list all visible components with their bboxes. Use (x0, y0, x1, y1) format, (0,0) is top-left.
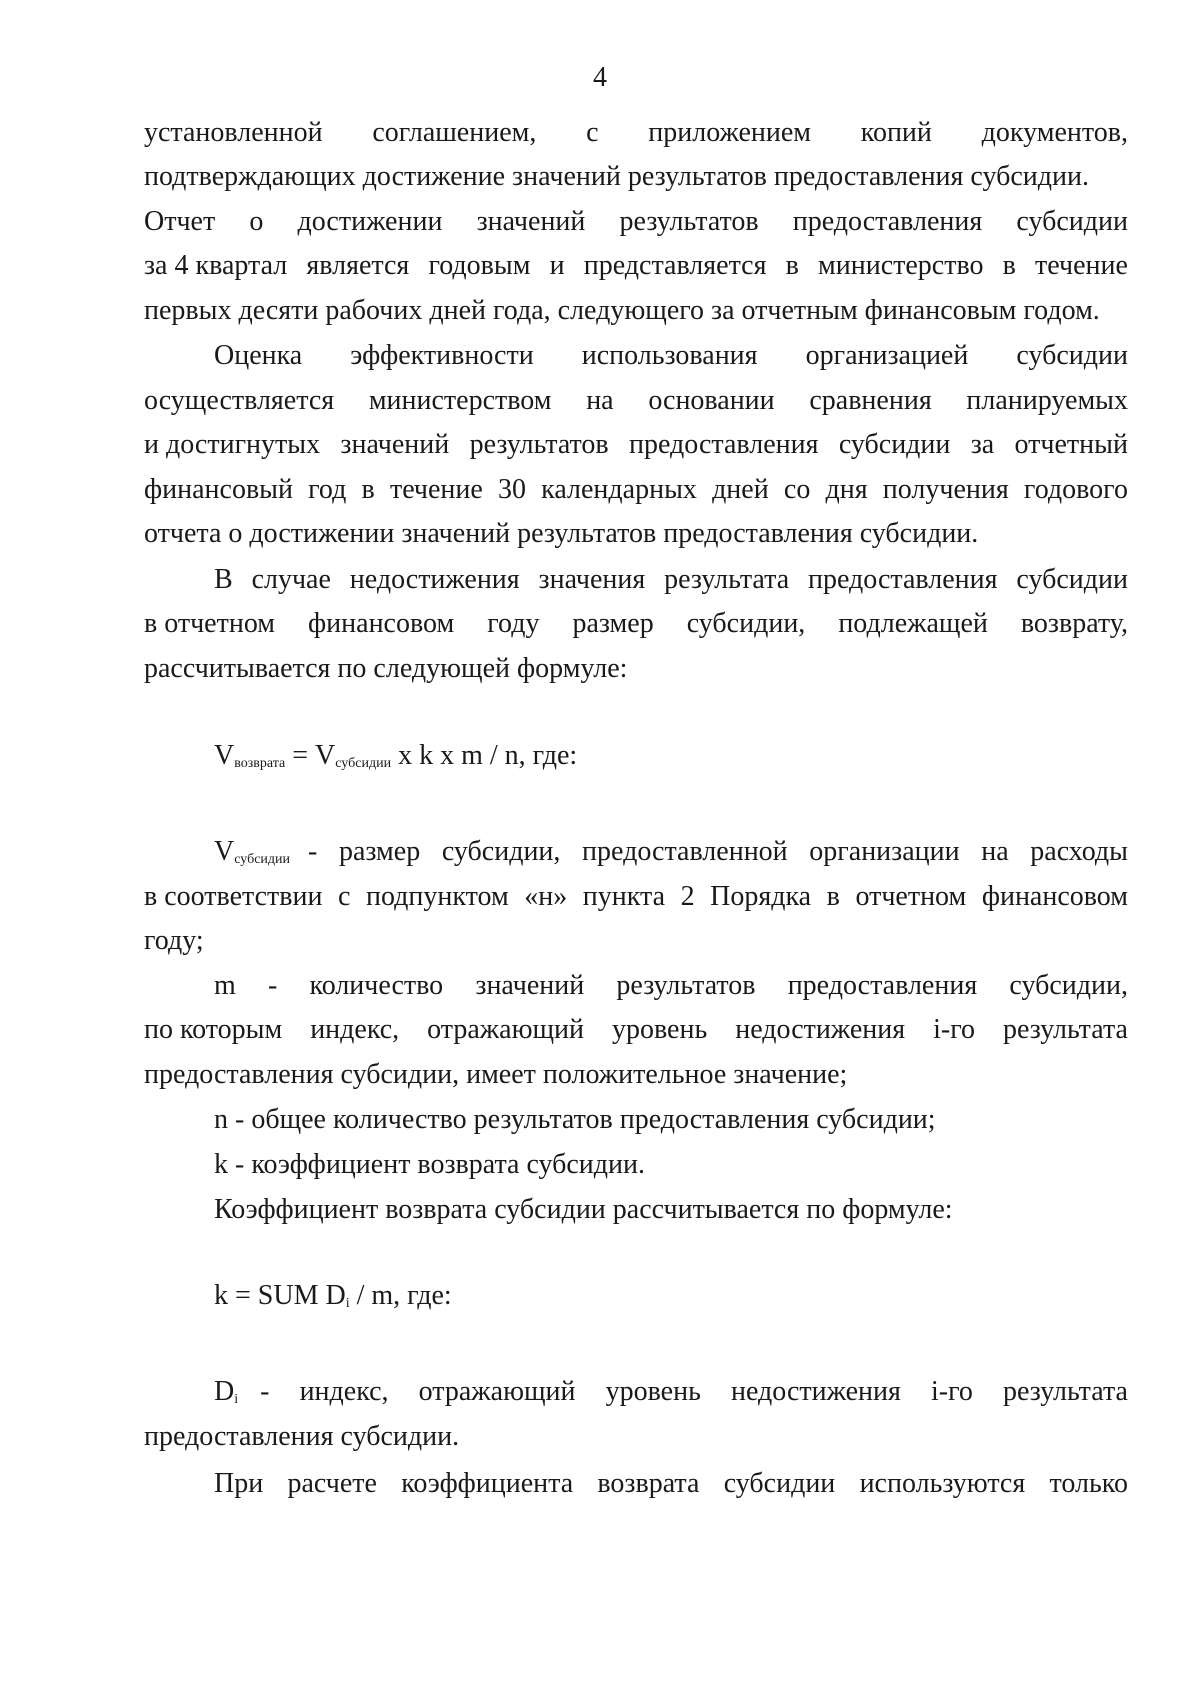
word: годовым (428, 250, 531, 281)
word: 30 (498, 474, 526, 505)
word: годового (1023, 474, 1128, 505)
word: уровень (605, 1376, 701, 1407)
word: году (487, 608, 540, 639)
word: дня (825, 474, 868, 505)
word: финансовом (308, 608, 455, 639)
word: - (260, 1376, 270, 1407)
p2-line-1 (144, 336, 1128, 376)
word: использования (581, 340, 758, 371)
formula-sub-subsidy: субсидии (335, 756, 392, 771)
page-number: 4 (593, 62, 607, 93)
word: m (214, 970, 236, 1001)
word: с (338, 881, 351, 912)
def-m-line-3: предоставления субсидии, имеет положительное значение; (144, 1059, 848, 1090)
word: на (981, 836, 1009, 867)
word: результатов (616, 970, 756, 1001)
word: - (308, 836, 318, 867)
word: течение (389, 474, 483, 505)
word: в (826, 881, 840, 912)
word: с (586, 117, 599, 148)
word: предоставления (787, 970, 978, 1001)
word: пункта (582, 881, 666, 912)
p2-line-5: отчета о достижении значений результатов предоставления субсидии. (144, 518, 979, 549)
word: отражающий (418, 1376, 576, 1407)
word: только (1049, 1468, 1128, 1499)
word: значения (538, 564, 646, 595)
word: отчетном (855, 881, 967, 912)
word: со (783, 474, 811, 505)
word: уровень (612, 1014, 708, 1045)
word: за 4 квартал (144, 250, 288, 281)
word: отчетный (1014, 429, 1128, 460)
word: i-го (930, 1376, 973, 1407)
k-formula: k = SUM $D_i$ / m, где: (214, 1280, 452, 1311)
word: о (249, 206, 264, 237)
def-d-words (260, 1372, 1128, 1412)
word: индекс, (299, 1376, 389, 1407)
word: субсидии, (441, 836, 561, 867)
def-v-words (308, 832, 1128, 872)
word: течение (1035, 250, 1128, 281)
word: субсидии (723, 1468, 836, 1499)
last-line (144, 1464, 1128, 1504)
word: i-го (933, 1014, 975, 1045)
word: субсидии, (686, 608, 806, 639)
word: основании (648, 385, 775, 416)
p3-line-3: рассчитывается по следующей формуле: (144, 653, 628, 684)
word: результатов (619, 206, 759, 237)
word: финансовом (981, 881, 1128, 912)
p3-line-2 (144, 604, 1128, 644)
word: подлежащей (838, 608, 988, 639)
word: используются (859, 1468, 1026, 1499)
def-n: n - общее количество результатов предоставления субсидии; (214, 1104, 936, 1135)
word: соглашением, (372, 117, 537, 148)
word: недостижения (730, 1376, 901, 1407)
word: сравнения (809, 385, 932, 416)
word: год (308, 474, 347, 505)
word: субсидии (838, 429, 951, 460)
p2-line-2 (144, 381, 1128, 421)
word: финансовый (144, 474, 293, 505)
word: субсидии (1016, 206, 1128, 237)
k-intro: Коэффициент возврата субсидии рассчитывается по формуле: (214, 1194, 953, 1225)
word: установленной (144, 117, 323, 148)
word: 2 (680, 881, 695, 912)
word: копий (860, 117, 932, 148)
word: в отчетном (144, 608, 276, 639)
word: недостижения (349, 564, 520, 595)
word: значений (340, 429, 450, 460)
word: - (267, 970, 278, 1001)
p1-line-4 (144, 246, 1128, 286)
word: Отчет (144, 206, 216, 237)
word: случае (251, 564, 331, 595)
def-v-line-1: $V_{субсидии}$ - размер субсидии, предоставленной организации на расходы (144, 832, 1128, 872)
word: эффективности (350, 340, 534, 371)
word: «н» (524, 881, 568, 912)
def-v-line-2 (144, 877, 1128, 917)
word: организацией (805, 340, 969, 371)
word: предоставления (628, 429, 819, 460)
word: расчете (287, 1468, 377, 1499)
word: представляется (583, 250, 767, 281)
def-d-line-1: $D_i$ - индекс, отражающий уровень недостижения i-го результата (144, 1372, 1128, 1412)
word: субсидии (1016, 564, 1128, 595)
word: приложением (648, 117, 812, 148)
word: получения (882, 474, 1009, 505)
word: возврата (597, 1468, 700, 1499)
word: результата (1002, 1376, 1128, 1407)
p1-line-1 (144, 113, 1128, 153)
p2-line-4 (144, 470, 1128, 510)
word: министерство (818, 250, 984, 281)
word: по которым (144, 1014, 283, 1045)
word: недостижения (735, 1014, 906, 1045)
return-formula: $V_{возврата} = V_{субсидии}$ x k x m / n, где: (214, 740, 578, 771)
word: планируемых (966, 385, 1128, 416)
word: субсидии, (1009, 970, 1128, 1001)
word: министерством (368, 385, 552, 416)
word: В (214, 564, 233, 595)
def-d-line-2: предоставления субсидии. (144, 1421, 460, 1452)
p2-line-3 (144, 425, 1128, 465)
word: осуществляется (144, 385, 335, 416)
word: При (214, 1468, 264, 1499)
word: коэффициента (401, 1468, 574, 1499)
formula-sub-return: возврата (234, 756, 286, 771)
word: предоставления (792, 206, 983, 237)
word: индекс, (310, 1014, 400, 1045)
word: значений (476, 206, 586, 237)
word: расходы (1030, 836, 1128, 867)
def-v-line-3: году; (144, 925, 204, 956)
word: субсидии (1016, 340, 1128, 371)
def-m-line-2 (144, 1010, 1128, 1050)
word: за (970, 429, 995, 460)
word: значений (475, 970, 585, 1001)
word: достижении (297, 206, 443, 237)
p3-line-1 (144, 560, 1128, 600)
p1-line-5: первых десяти рабочих дней года, следующего за отчетным финансовым годом. (144, 295, 1100, 326)
word: и (549, 250, 565, 281)
word: в (1002, 250, 1016, 281)
word: Порядка (710, 881, 812, 912)
word: отражающий (427, 1014, 585, 1045)
word: результата (1002, 1014, 1128, 1045)
word: и достигнутых (144, 429, 321, 460)
word: результата (664, 564, 790, 595)
word: является (306, 250, 410, 281)
p1-line-2: подтверждающих достижение значений результатов предоставления субсидии. (144, 161, 1089, 192)
word: документов, (981, 117, 1128, 148)
word: размер (338, 836, 421, 867)
word: возврату, (1020, 608, 1128, 639)
word: результатов (469, 429, 609, 460)
p1-line-3 (144, 202, 1128, 242)
word: количество (309, 970, 444, 1001)
word: в (361, 474, 375, 505)
word: предоставления (808, 564, 998, 595)
word: в соответствии (144, 881, 323, 912)
word: Оценка (214, 340, 303, 371)
word: предоставленной (582, 836, 788, 867)
word: календарных (541, 474, 697, 505)
word: размер (572, 608, 654, 639)
def-k: k - коэффициент возврата субсидии. (214, 1149, 646, 1180)
word: подпунктом (366, 881, 509, 912)
word: организации (809, 836, 960, 867)
word: в (785, 250, 799, 281)
word: на (586, 385, 614, 416)
word: дней (712, 474, 769, 505)
def-m-line-1 (144, 966, 1128, 1006)
